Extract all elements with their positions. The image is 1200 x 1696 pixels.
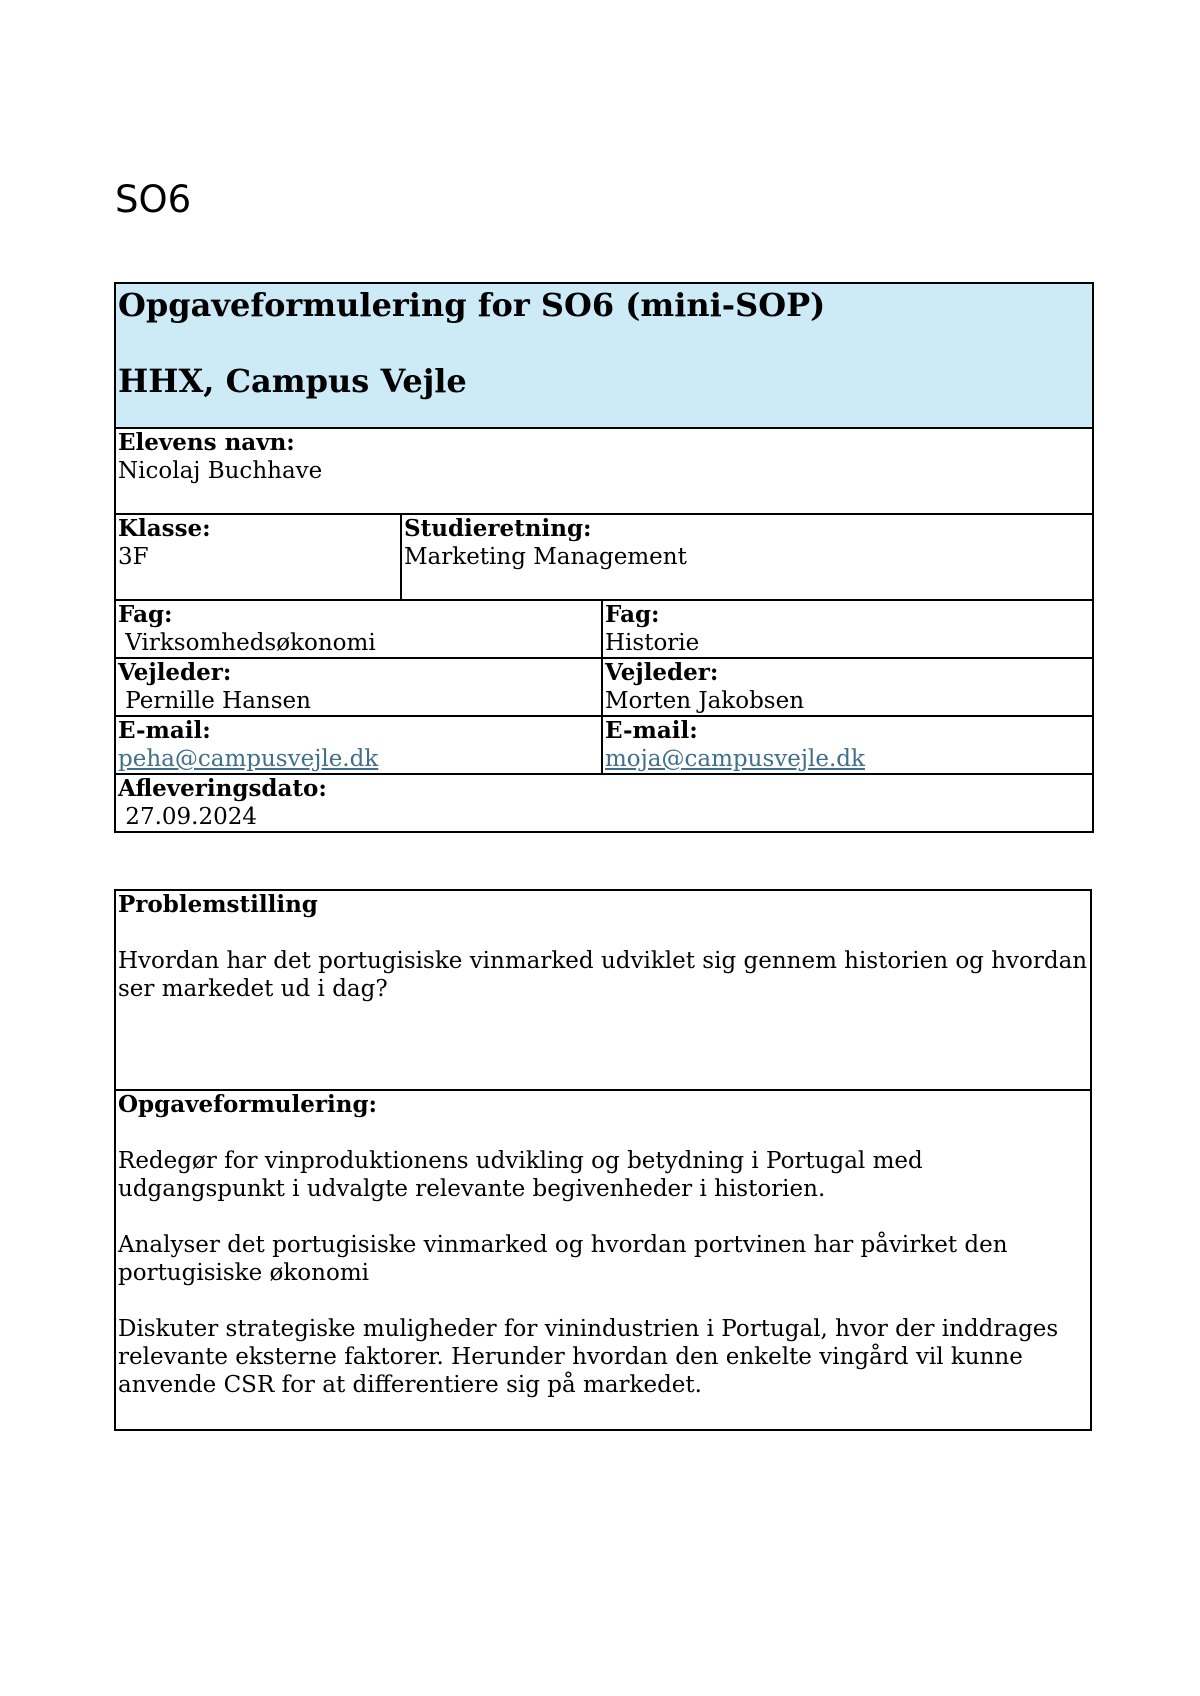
document-heading: SO6	[115, 178, 192, 221]
email-2-cell	[602, 716, 1093, 774]
subject-1-cell	[115, 600, 602, 658]
assignment-table	[114, 889, 1092, 1431]
supervisor-1-cell	[115, 658, 602, 716]
study-value: Marketing Management	[404, 544, 687, 570]
email-1-link[interactable]: peha@campusvejle.dk	[118, 746, 379, 772]
email-2-label: E-mail:	[605, 717, 698, 744]
form-title: Opgaveformulering for SO6 (mini-SOP)	[118, 286, 826, 324]
class-label: Klasse:	[118, 515, 211, 542]
title-cell	[115, 283, 1093, 428]
problem-text: Hvordan har det portugisiske vinmarked udviklet sig gennem historien og hvordan ser markedet ud i dag?	[118, 948, 1088, 1002]
subject-2-cell	[602, 600, 1093, 658]
email-1-cell	[115, 716, 602, 774]
problem-label: Problemstilling	[118, 891, 318, 918]
supervisor-1-label: Vejleder:	[118, 659, 232, 686]
student-name-cell	[115, 428, 1093, 514]
supervisor-2-cell	[602, 658, 1093, 716]
supervisor-2-label: Vejleder:	[605, 659, 719, 686]
study-label: Studieretning:	[404, 515, 592, 542]
class-cell	[115, 514, 401, 600]
assignment-paragraph-2: Analyser det portugisiske vinmarked og hvordan portvinen har påvirket den portugisiske økonomi	[118, 1232, 1008, 1286]
deadline-cell	[115, 774, 1093, 832]
subject-1-value: Virksomhedsøkonomi	[118, 630, 376, 656]
assignment-label: Opgaveformulering:	[118, 1091, 378, 1118]
school-name: HHX, Campus Vejle	[118, 362, 467, 400]
subject-2-value: Historie	[605, 630, 700, 656]
student-name-label: Elevens navn:	[118, 429, 295, 456]
class-value: 3F	[118, 544, 149, 570]
assignment-cell	[115, 1090, 1091, 1430]
subject-2-label: Fag:	[605, 601, 660, 628]
deadline-value: 27.09.2024	[118, 804, 257, 830]
assignment-paragraph-3: Diskuter strategiske muligheder for vinindustrien i Portugal, hvor der inddrages relevante eksterne faktorer. Herunder hvordan den enkelte vingård vil kunne anvende CSR for at differentiere sig på markedet.	[118, 1316, 1059, 1398]
assignment-paragraph-1: Redegør for vinproduktionens udvikling og betydning i Portugal med udgangspunkt i udvalgte relevante begivenheder i historien.	[118, 1148, 923, 1202]
student-name: Nicolaj Buchhave	[118, 458, 323, 484]
study-cell	[401, 514, 1093, 600]
supervisor-2-name: Morten Jakobsen	[605, 688, 805, 714]
supervisor-1-name: Pernille Hansen	[118, 688, 311, 714]
info-table	[114, 282, 1094, 833]
deadline-label: Afleveringsdato:	[118, 775, 327, 802]
problem-cell	[115, 890, 1091, 1090]
email-1-label: E-mail:	[118, 717, 211, 744]
subject-1-label: Fag:	[118, 601, 173, 628]
email-2-link[interactable]: moja@campusvejle.dk	[605, 746, 865, 772]
